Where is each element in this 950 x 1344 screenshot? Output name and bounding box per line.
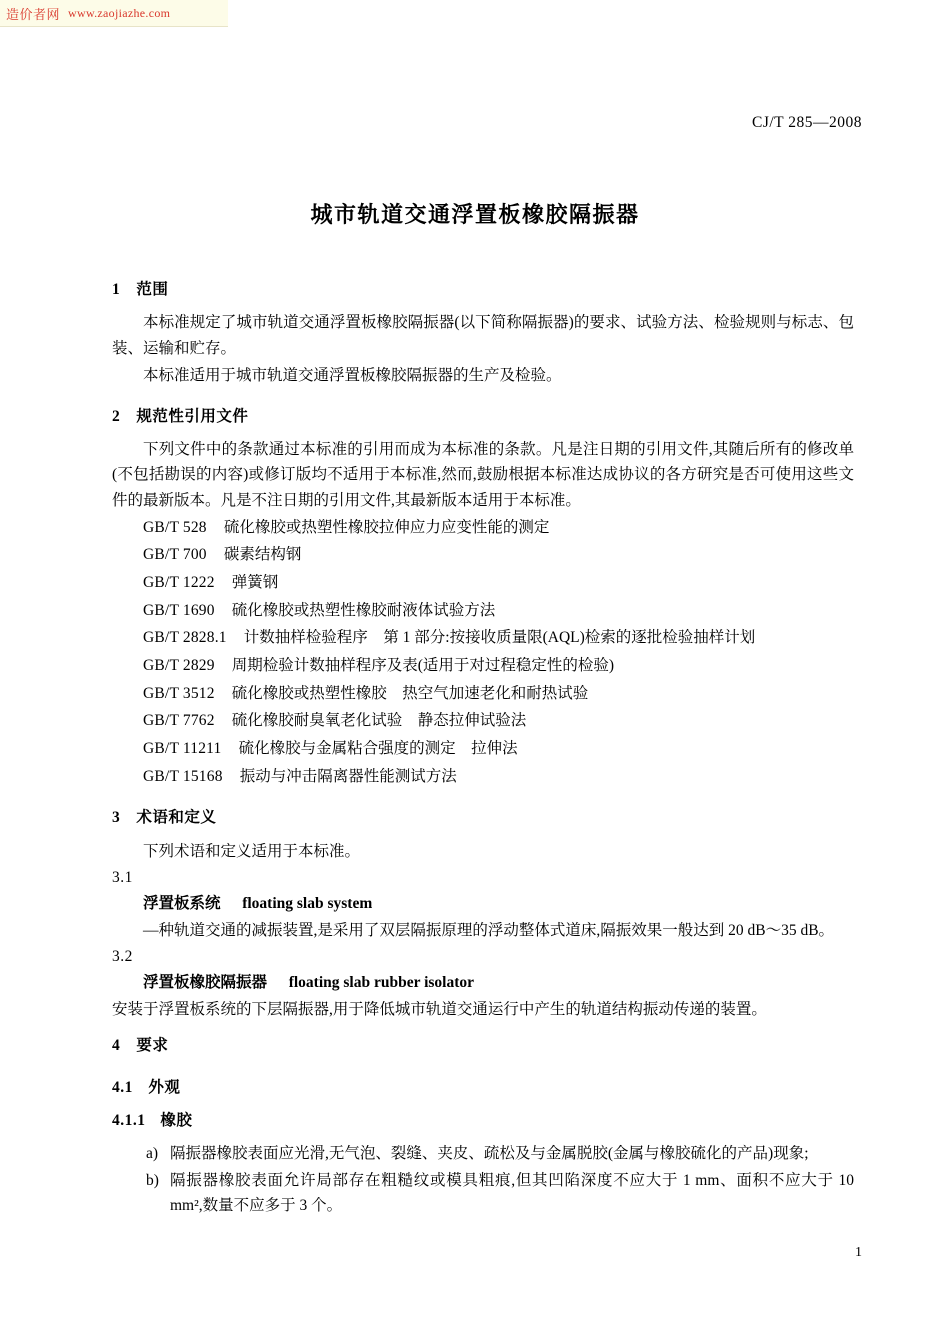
list-item: [112, 542, 854, 569]
reference-title: 硫化橡胶或热塑性橡胶拉伸应力应变性能的测定: [223, 518, 550, 536]
watermark-site-name: 造价者网: [6, 6, 61, 22]
section-4-number: 4: [112, 1036, 121, 1054]
list-item-text: 隔振器橡胶表面应光滑,无气泡、裂缝、夹皮、疏松及与金属脱胶(金属与橡胶硫化的产品)现象;: [170, 1145, 809, 1163]
term-3-2-en: floating slab rubber isolator: [288, 974, 474, 992]
list-item: [112, 515, 854, 542]
section-2-number: 2: [112, 407, 121, 425]
section-3-title: 术语和定义: [136, 809, 217, 827]
list-item: [112, 653, 854, 680]
section-3-heading: [112, 806, 854, 830]
section-4-heading: [112, 1034, 854, 1058]
reference-code: GB/T 528: [143, 518, 207, 536]
list-item: [112, 1141, 854, 1166]
list-item: [112, 764, 854, 791]
list-item: [112, 708, 854, 735]
document-body: [112, 278, 854, 1219]
section-2-title: 规范性引用文件: [136, 407, 249, 425]
clause-4-1-heading: [112, 1076, 854, 1100]
reference-code: GB/T 1222: [143, 573, 215, 591]
reference-title: 硫化橡胶耐臭氧老化试验 静态拉伸试验法: [231, 712, 527, 730]
standard-code: CJ/T 285—2008: [752, 114, 862, 131]
reference-title: 弹簧钢: [231, 573, 279, 591]
reference-title: 碳素结构钢: [223, 546, 302, 564]
clause-3-2-number: 3.2: [112, 947, 133, 965]
term-3-1: [112, 892, 854, 916]
list-item: [112, 736, 854, 763]
clause-4-1-number: 4.1: [112, 1079, 133, 1097]
section-1-number: 1: [112, 281, 121, 298]
section-1-paragraph-2: 本标准适用于城市轨道交通浮置板橡胶隔振器的生产及检验。: [143, 366, 562, 384]
section-1-title: 范围: [136, 281, 169, 298]
reference-title: 硫化橡胶与金属粘合强度的测定 拉伸法: [238, 739, 518, 757]
list-item-label: b): [146, 1171, 159, 1189]
section-2-heading: [112, 405, 854, 429]
reference-code: GB/T 2829: [143, 656, 215, 674]
list-item-text: 隔振器橡胶表面允许局部存在粗糙纹或模具粗痕,但其凹陷深度不应大于 1 mm、面积不应大于 10 mm²,数量不应多于 3 个。: [170, 1171, 854, 1214]
list-item: [112, 625, 854, 652]
section-4-title: 要求: [136, 1036, 169, 1054]
reference-title: 硫化橡胶或热塑性橡胶 热空气加速老化和耐热试验: [231, 684, 589, 702]
reference-title: 振动与冲击隔离器性能测试方法: [239, 767, 457, 785]
term-3-2-cn: 浮置板橡胶隔振器: [143, 974, 268, 992]
clause-4-1-1-heading: [112, 1109, 854, 1133]
section-1-paragraph-1: 本标准规定了城市轨道交通浮置板橡胶隔振器(以下简称隔振器)的要求、试验方法、检验规则与标志、包装、运输和贮存。: [112, 314, 854, 357]
reference-code: GB/T 15168: [143, 767, 223, 785]
term-3-1-definition: —种轨道交通的减振装置,是采用了双层隔振原理的浮动整体式道床,隔振效果一般达到 20 dB～35 dB。: [143, 921, 835, 939]
page-title: 城市轨道交通浮置板橡胶隔振器: [310, 202, 640, 227]
page-number: 1: [855, 1245, 862, 1260]
section-3-number: 3: [112, 809, 121, 827]
reference-code: GB/T 11211: [143, 739, 222, 757]
reference-code: GB/T 3512: [143, 684, 215, 702]
section-3-paragraph-1: 下列术语和定义适用于本标准。: [143, 842, 361, 860]
term-3-1-en: floating slab system: [242, 895, 373, 913]
list-item-label: a): [146, 1145, 159, 1163]
reference-code: GB/T 7762: [143, 712, 215, 730]
section-1-heading: [112, 278, 854, 302]
term-3-2-definition: 安装于浮置板系统的下层隔振器,用于降低城市轨道交通运行中产生的轨道结构振动传递的装置。: [112, 1000, 767, 1018]
clause-4-1-1-title: 橡胶: [160, 1111, 193, 1129]
list-item: [112, 1168, 854, 1218]
clause-4-1-1-number: 4.1.1: [112, 1111, 146, 1129]
list-item: [112, 598, 854, 625]
clause-4-1-title: 外观: [148, 1079, 181, 1097]
normative-references-list: [112, 515, 854, 791]
reference-title: 计数抽样检验程序 第 1 部分:按接收质量限(AQL)检索的逐批检验抽样计划: [243, 629, 756, 647]
list-item: [112, 570, 854, 597]
clause-4-1-1-item-list: [112, 1141, 854, 1217]
list-item: [112, 681, 854, 708]
term-3-2: [112, 971, 854, 995]
reference-title: 周期检验计数抽样程序及表(适用于对过程稳定性的检验): [231, 656, 615, 674]
reference-code: GB/T 700: [143, 546, 207, 564]
clause-3-1-number: 3.1: [112, 868, 133, 886]
reference-code: GB/T 1690: [143, 601, 215, 619]
section-2-paragraph-1: 下列文件中的条款通过本标准的引用而成为本标准的条款。凡是注日期的引用文件,其随后所有的修改单(不包括勘误的内容)或修订版均不适用于本标准,然而,鼓励根据本标准达成协议的各方研究是否可使用这些文件的最新版本。凡是不注日期的引用文件,其最新版本适用于本标准。: [112, 441, 854, 509]
watermark-url: www.zaojiazhe.com: [68, 5, 171, 20]
reference-title: 硫化橡胶或热塑性橡胶耐液体试验方法: [231, 601, 496, 619]
reference-code: GB/T 2828.1: [143, 629, 227, 647]
term-3-1-cn: 浮置板系统: [143, 895, 221, 913]
